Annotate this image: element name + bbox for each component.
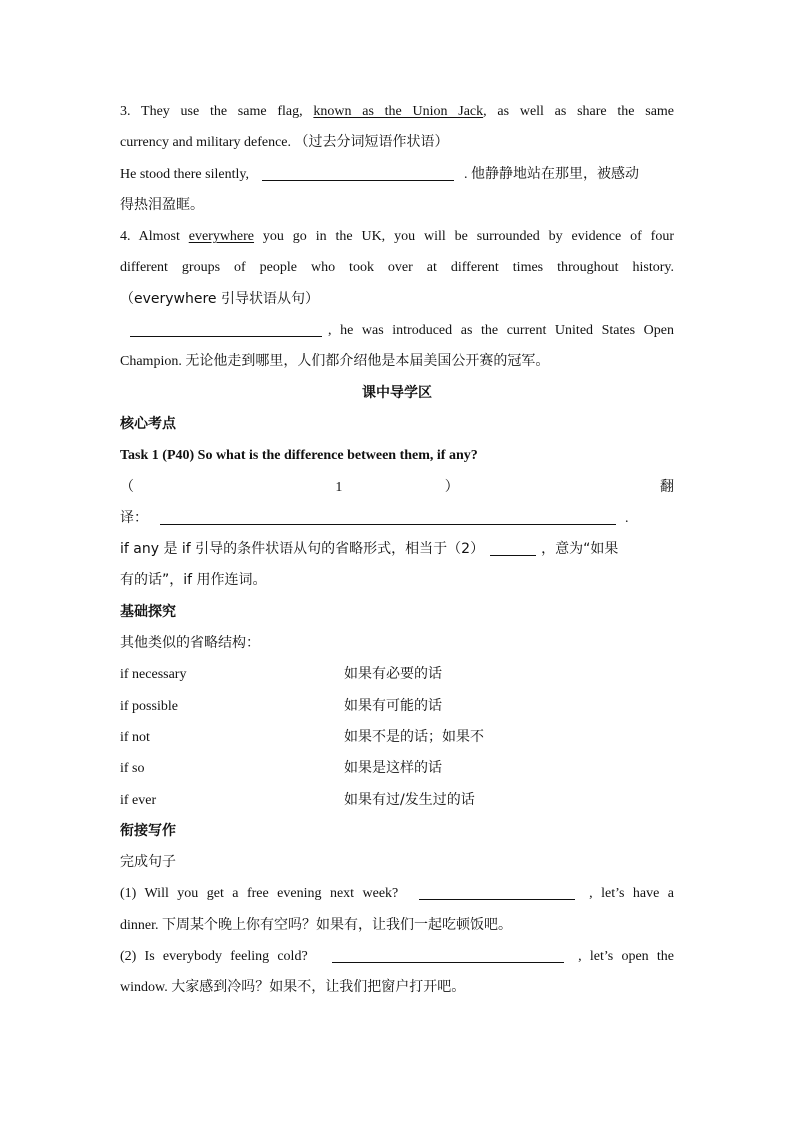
sentence1-zh: 下周某个晚上你有空吗？如果有，让我们一起吃顿饭吧。 <box>162 916 512 933</box>
writing-title: 衔接写作 <box>120 822 176 839</box>
task1-explain-c: 有的话”，if 用作连词。 <box>120 572 267 589</box>
item4-example-zh: 无论他走到哪里，人们都介绍他是本届美国公开赛的冠军。 <box>185 353 550 370</box>
item3-text-b: , as well as share the same <box>483 104 674 119</box>
phrase-zh: 如果有过/发生过的话 <box>344 791 475 808</box>
task1-paren-open: （ <box>120 478 233 495</box>
item4-text-a: you go in the UK, you will be surrounded by evidence of four <box>262 229 674 245</box>
phrase-zh: 如果有必要的话 <box>344 666 442 683</box>
phrase-zh: 如果有可能的话 <box>344 697 442 714</box>
sentence2-line1 <box>120 941 674 972</box>
phrase-en: if so <box>120 761 145 777</box>
phrase-en: if ever <box>120 792 157 808</box>
basic-title: 基础探究 <box>120 603 176 620</box>
phrase-row <box>120 785 674 816</box>
sentence2-text-b: , let’s open the <box>578 949 674 965</box>
phrase-row <box>120 659 674 690</box>
item4-answer-blank[interactable] <box>130 320 322 337</box>
task1-explain-b: ，意为“如果 <box>541 541 619 558</box>
item4-example-en2: Champion. <box>120 354 182 370</box>
task1-paren-close: ） <box>444 478 558 495</box>
task1-number-1: 1 <box>335 479 343 495</box>
sentence1-line1 <box>120 878 674 909</box>
phrase-en: if not <box>120 729 150 745</box>
sentence1-line2 <box>120 910 674 941</box>
task1-blank-2[interactable] <box>490 539 536 556</box>
item4-example-en: , he was introduced as the current United States Open <box>328 323 674 339</box>
sentence2-text-c: window. <box>120 980 168 996</box>
item3-grammar-note: （过去分词短语作状语） <box>294 134 449 151</box>
item4-example-line <box>120 315 674 346</box>
phrase-en: if necessary <box>120 667 187 683</box>
item3-text-c: currency and military defence. <box>120 135 292 151</box>
core-title: 核心考点 <box>120 415 176 432</box>
task1-translate-line <box>120 503 674 534</box>
item3-number: 3. <box>120 104 131 119</box>
task1-translation-blank[interactable] <box>160 508 616 525</box>
item3-answer-blank[interactable] <box>262 164 454 181</box>
sentence1-text-b: , let’s have a <box>589 886 674 902</box>
task1-title: Task 1 (P40) So what is the difference between them, if any? <box>120 448 478 464</box>
sentence1-text-c: dinner. <box>120 917 159 933</box>
item4-example-line2 <box>120 346 674 377</box>
sentence2-line2 <box>120 972 674 1003</box>
phrase-zh: 如果是这样的话 <box>344 760 442 777</box>
item4-underlined-word: everywhere <box>188 229 255 245</box>
item3-text-a: They use the same flag, <box>141 104 303 119</box>
item4-line2: different groups of people who took over at different times throughout history. <box>120 260 674 276</box>
phrase-zh: 如果不是的话；如果不 <box>344 728 484 745</box>
task1-explain-a: if any 是 if 引导的条件状语从句的省略形式，相当于（2） <box>120 541 485 558</box>
item3-example-dot: . <box>463 166 468 182</box>
phrase-row <box>120 753 674 784</box>
item3-underlined-phrase: known as the Union Jack <box>313 104 484 119</box>
sentence2-answer-blank[interactable] <box>332 946 564 963</box>
task1-paren-line <box>120 472 674 503</box>
section-title: 课中导学区 <box>362 384 432 401</box>
complete-label: 完成句子 <box>120 854 176 871</box>
sentence1-text-a: (1) Will you get a free evening next week? <box>120 886 399 902</box>
item3-line2 <box>120 127 674 158</box>
phrase-row <box>120 691 674 722</box>
phrase-en: if possible <box>120 698 178 714</box>
task1-dot: . <box>625 510 629 526</box>
task1-yi: 译： <box>120 509 148 526</box>
item3-example-line <box>120 159 674 190</box>
item3-example-zh-cont: 得热泪盈眶。 <box>120 196 204 213</box>
item4-line1 <box>120 221 674 252</box>
phrase-row <box>120 722 674 753</box>
task1-fan: 翻 <box>660 478 674 495</box>
item3-example-zh: 他静静地站在那里，被感动 <box>470 165 639 182</box>
item3-example-en: He stood there silently, <box>120 166 249 182</box>
sentence2-text-a: (2) Is everybody feeling cold? <box>120 949 308 965</box>
sentence2-zh: 大家感到冷吗？如果不，让我们把窗户打开吧。 <box>171 979 466 996</box>
similar-label: 其他类似的省略结构： <box>120 635 260 652</box>
item4-grammar-note: （everywhere 引导状语从句） <box>120 290 320 307</box>
task1-explain-line <box>120 534 674 565</box>
item3-line1 <box>120 96 674 127</box>
item4-number: 4. Almost <box>120 229 180 245</box>
document-page <box>120 96 674 1004</box>
sentence1-answer-blank[interactable] <box>419 883 575 900</box>
